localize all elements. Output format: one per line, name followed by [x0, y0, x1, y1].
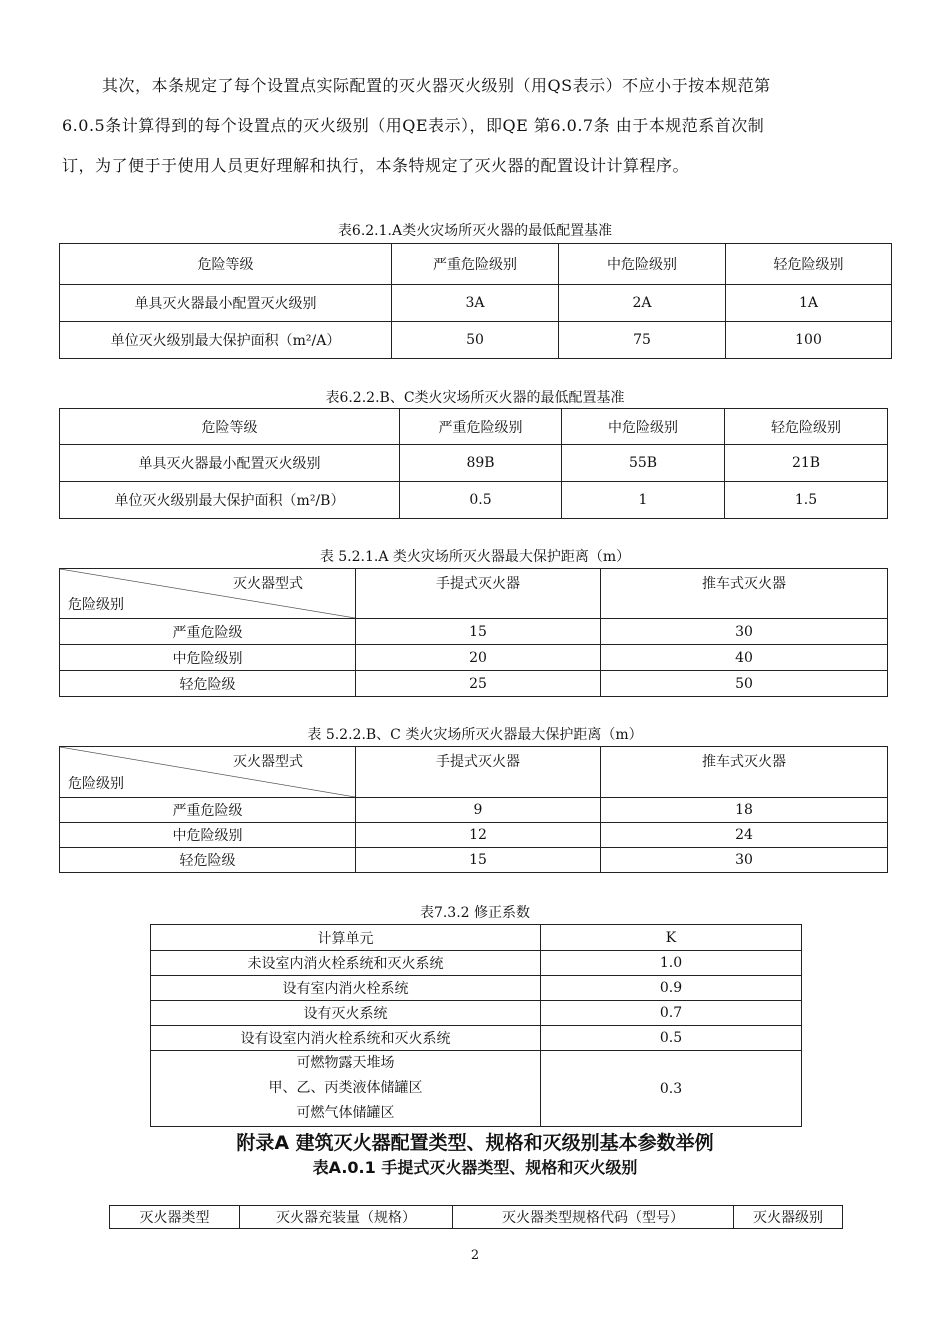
table-cell: 75 — [559, 322, 726, 359]
table-cell: 0.5 — [400, 482, 562, 519]
table-row — [60, 848, 888, 873]
row-label: 轻危险级 — [60, 671, 356, 697]
table-cell: 1.5 — [725, 482, 888, 519]
table-row — [151, 1001, 802, 1026]
table-cell: 20 — [356, 645, 601, 671]
table-cell: 0.7 — [541, 1001, 802, 1026]
row-label-line: 可燃气体储罐区 — [296, 1105, 395, 1121]
paragraph-line: 其次，本条规定了每个设置点实际配置的灭火器灭火级别（用QS表示）不应小于按本规范第 — [102, 76, 771, 95]
table-row — [60, 645, 888, 671]
paragraph-line: 订，为了便于于使用人员更好理解和执行，本条特规定了灭火器的配置设计计算程序。 — [62, 156, 690, 175]
table-row — [110, 1206, 843, 1229]
header-cell: 中危险级别 — [562, 409, 725, 445]
table-cell: 89B — [400, 445, 562, 482]
table-cell: 21B — [725, 445, 888, 482]
table-cell: 100 — [726, 322, 892, 359]
table-row — [151, 1051, 802, 1127]
table-row — [60, 322, 892, 359]
corner-label-top: 灭火器型式 — [233, 754, 303, 770]
row-label: 设有室内消火栓系统 — [151, 976, 541, 1001]
table-cell: 40 — [601, 645, 888, 671]
header-cell: 轻危险级别 — [725, 409, 888, 445]
row-label-line: 可燃物露天堆场 — [296, 1055, 395, 1071]
table4 — [59, 746, 888, 873]
row-label: 单具灭火器最小配置灭火级别 — [60, 285, 392, 322]
page-number: 2 — [470, 1248, 480, 1263]
table-row — [60, 285, 892, 322]
row-label: 设有灭火系统 — [151, 1001, 541, 1026]
paragraph-line: 6.0.5条计算得到的每个设置点的灭火级别（用QE表示），即QE 第6.0.7条 由于本规范系首次制 — [62, 116, 765, 135]
table5-caption: 表7.3.2 修正系数 — [419, 905, 531, 921]
table-cell: 50 — [601, 671, 888, 697]
header-cell: 计算单元 — [151, 925, 541, 951]
table3 — [59, 568, 888, 697]
row-label: 设有设室内消火栓系统和灭火系统 — [151, 1026, 541, 1051]
table-cell: 15 — [356, 848, 601, 873]
table-row — [60, 569, 888, 619]
intro-paragraph — [62, 66, 892, 186]
table-row — [60, 619, 888, 645]
table-row — [151, 976, 802, 1001]
table-cell: 12 — [356, 823, 601, 848]
table-row — [60, 445, 888, 482]
header-cell: 危险等级 — [60, 244, 392, 285]
corner-label-top: 灭火器型式 — [233, 576, 303, 592]
appendix-title: 附录A 建筑灭火器配置类型、规格和灭级别基本参数举例 — [236, 1132, 714, 1154]
header-cell: 严重危险级别 — [392, 244, 559, 285]
row-label — [151, 1051, 541, 1127]
diagonal-header-cell — [60, 569, 356, 619]
table-cell: 55B — [562, 445, 725, 482]
table-cell: 2A — [559, 285, 726, 322]
header-cell: 严重危险级别 — [400, 409, 562, 445]
table2-caption: 表6.2.2.B、C类火灾场所灭火器的最低配置基准 — [325, 390, 625, 406]
table-row — [151, 1026, 802, 1051]
row-label: 中危险级别 — [60, 823, 356, 848]
table3-caption: 表 5.2.1.A 类火灾场所灭火器最大保护距离（m） — [319, 549, 631, 565]
diagonal-header-cell — [60, 747, 356, 798]
row-label: 单位灭火级别最大保护面积（m²/A） — [60, 322, 392, 359]
header-cell: 中危险级别 — [559, 244, 726, 285]
header-cell: 推车式灭火器 — [601, 747, 888, 798]
table-cell: 0.9 — [541, 976, 802, 1001]
header-cell: 灭火器充装量（规格） — [240, 1206, 453, 1229]
table-row — [60, 409, 888, 445]
table-row — [60, 671, 888, 697]
row-label-line: 甲、乙、丙类液体储罐区 — [268, 1080, 423, 1096]
table-row — [60, 747, 888, 798]
table-cell: 50 — [392, 322, 559, 359]
table-row — [60, 823, 888, 848]
row-label: 未设室内消火栓系统和灭火系统 — [151, 951, 541, 976]
table-cell: 24 — [601, 823, 888, 848]
table-cell: 1A — [726, 285, 892, 322]
table-cell: 30 — [601, 619, 888, 645]
corner-label-bottom: 危险级别 — [68, 597, 124, 613]
row-label: 严重危险级 — [60, 619, 356, 645]
header-cell: 推车式灭火器 — [601, 569, 888, 619]
row-label: 单位灭火级别最大保护面积（m²/B） — [60, 482, 400, 519]
table1-caption: 表6.2.1.A类火灾场所灭火器的最低配置基准 — [337, 223, 613, 239]
table-cell: 25 — [356, 671, 601, 697]
header-cell: K — [541, 925, 802, 951]
corner-label-bottom: 危险级别 — [68, 776, 124, 792]
header-cell: 手提式灭火器 — [356, 747, 601, 798]
table-row — [60, 482, 888, 519]
appendix-subtitle: 表A.0.1 手提式灭火器类型、规格和灭火级别 — [312, 1158, 638, 1177]
table-cell: 9 — [356, 798, 601, 823]
table5 — [150, 924, 802, 1127]
table-row — [151, 951, 802, 976]
table-row — [151, 925, 802, 951]
header-cell: 危险等级 — [60, 409, 400, 445]
row-label: 轻危险级 — [60, 848, 356, 873]
header-cell: 灭火器级别 — [734, 1206, 843, 1229]
table-row — [60, 798, 888, 823]
table6 — [109, 1205, 843, 1229]
table2 — [59, 408, 888, 519]
table-cell: 1.0 — [541, 951, 802, 976]
table4-caption: 表 5.2.2.B、C 类火灾场所灭火器最大保护距离（m） — [307, 727, 643, 743]
table-row — [60, 244, 892, 285]
table-cell: 30 — [601, 848, 888, 873]
table1 — [59, 243, 892, 359]
table-cell: 1 — [562, 482, 725, 519]
table-cell: 15 — [356, 619, 601, 645]
header-cell: 灭火器类型 — [110, 1206, 240, 1229]
table-cell: 3A — [392, 285, 559, 322]
header-cell: 轻危险级别 — [726, 244, 892, 285]
header-cell: 手提式灭火器 — [356, 569, 601, 619]
row-label: 单具灭火器最小配置灭火级别 — [60, 445, 400, 482]
row-label: 严重危险级 — [60, 798, 356, 823]
table-cell: 0.5 — [541, 1026, 802, 1051]
table-cell: 18 — [601, 798, 888, 823]
table-cell: 0.3 — [541, 1051, 802, 1127]
header-cell: 灭火器类型规格代码（型号） — [453, 1206, 734, 1229]
row-label: 中危险级别 — [60, 645, 356, 671]
